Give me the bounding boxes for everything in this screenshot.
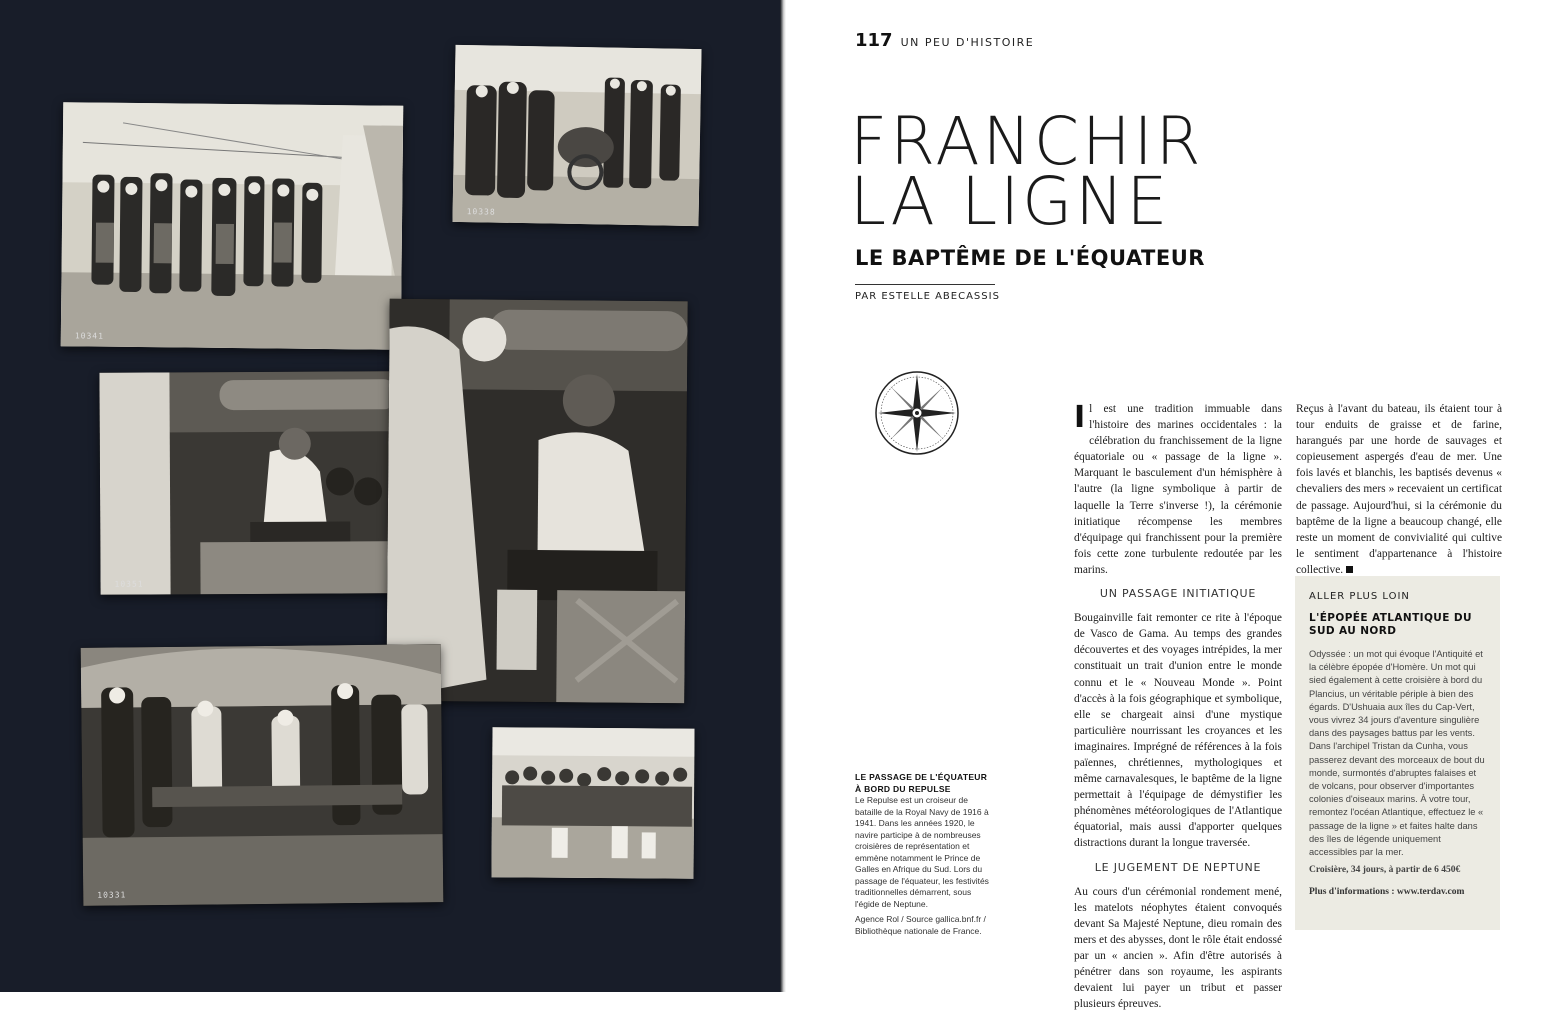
aller-plus-loin-box [1295, 576, 1500, 930]
box-kicker: ALLER PLUS LOIN [1309, 591, 1410, 602]
byline: PAR ESTELLE ABECASSIS [855, 291, 1000, 302]
negative-number: 10351 [114, 579, 144, 589]
photo-group-portrait [491, 727, 694, 878]
compass-rose-icon [874, 370, 960, 456]
paragraph-bougainville: Bougainville fait remonter ce rite à l'époque de Vasco de Gama. Au temps des grandes découvertes et des voyages intrépides, la mer constituait un trait d'union entre le monde connu et le « Nouveau Monde ». Point d'accès à la fois géographique et symbolique, elle se chargeait ainsi d'une mystique particulière nourrissant les croyances et les imaginaires. Imprégné de références à la fois païennes, chrétiennes, mythologiques et même carnavalesques, le baptême de la ligne permettait à l'équipage de démystifier les phénomènes météorologiques de l'Atlantique équatorial, mais aussi d'apporter quelques distractions durant la longue traversée. [1074, 612, 1282, 850]
left-page-photo-collage [0, 0, 780, 992]
subhead-passage-initiatique: UN PASSAGE INITIATIQUE [1099, 587, 1257, 601]
end-mark-icon [1346, 566, 1353, 573]
negative-number: 10338 [466, 207, 496, 217]
page-gutter [780, 0, 786, 992]
running-header [855, 30, 1034, 51]
intro-paragraph [1074, 401, 1282, 578]
caption-credit: Agence Rol / Source gallica.bnf.fr / Bibliothèque nationale de France. [855, 914, 986, 936]
intro-text: l est une tradition immuable dans l'histoire des marines occidentales : la célébration du franchissement de la ligne équatoriale ou « passage de la ligne ». Marquant le basculement d'un hémisphère à l'autre (la ligne symbolique à partir de laquelle la Terre s'inverse !), la cérémonie initiatique récompense les membres d'équipage qui franchissent pour la première fois cette zone turbulente redoutée par les marins. [1074, 403, 1282, 576]
article-column-1 [1074, 401, 1282, 1012]
page-number: 117 [855, 30, 893, 51]
box-title: L'ÉPOPÉE ATLANTIQUE DU SUD AU NORD [1309, 612, 1472, 637]
article-title [850, 103, 1204, 240]
negative-number: 10331 [97, 890, 127, 900]
paragraph-ceremonial: Au cours d'un cérémonial rondement mené, les matelots néophytes étaient convoqués devant Sa Majesté Neptune, dieu romain des mers et des abysses, dont le rôle était endossé par un « ancien ». Afin d'être autorisés à pénétrer dans son royaume, les aspirants devaient lui payer un tribut et passer plusieurs épreuves. [1074, 885, 1282, 1011]
subhead-jugement-neptune: LE JUGEMENT DE NEPTUNE [1094, 860, 1262, 874]
title-line-1: FRANCHIR [850, 103, 1204, 180]
drop-cap: I [1074, 400, 1086, 435]
photo-shaving-on-deck [99, 371, 398, 595]
section-name: UN PEU D'HISTOIRE [900, 36, 1035, 49]
byline-rule [855, 284, 995, 285]
caption-title: LE PASSAGE DE L'ÉQUATEUR À BORD DU REPULSE [855, 772, 988, 794]
conclusion-text: Reçus à l'avant du bateau, ils étaient tour à tour enduits de graisse et de farine, harangués par une horde de sauvages et copieusement aspergés d'eau de mer. Une fois lavés et blanchis, les baptisés devenus « chevaliers des mers » recevaient un certificat de passage. Aujourd'hui, si la cérémonie du baptême de la ligne a beaucoup changé, elle reste un moment de convivialité qui cultive le sentiment d'appartenance à l'histoire collective. [1296, 403, 1502, 576]
box-more-info-link[interactable]: Plus d'informations : www.terdav.com [1309, 887, 1465, 898]
box-price: Croisière, 34 jours, à partir de 6 450€ [1309, 865, 1461, 876]
title-line-2: LA LIGNE [850, 163, 1171, 240]
caption-body: Le Repulse est un croiseur de bataille de la Royal Navy de 1916 à 1941. Dans les années 1920, le navire participe à de nombreuses croisières de représentation et emmène notamment le Prince de Galles en Afrique du Sud. Lors du passage de l'équateur, les festivités traditionnelles démarrent, sous l'égide de Neptune. [855, 795, 989, 909]
article-subtitle: LE BAPTÊME DE L'ÉQUATEUR [855, 246, 1205, 270]
negative-number: 10341 [74, 331, 104, 341]
article-column-2 [1296, 401, 1502, 578]
photo-pirate-parade [61, 102, 404, 350]
photo-neptune-shaving [386, 299, 687, 704]
photo-crowd-at-table [81, 644, 444, 906]
photo-crew-with-cart [452, 45, 701, 226]
paragraph-conclusion [1296, 401, 1502, 578]
box-body: Odyssée : un mot qui évoque l'Antiquité et la célèbre épopée d'Homère. Un mot qui sied également à cette croisière à bord du Plancius, un véritable périple à bien des égards. D'Ushuaia aux îles du Cap-Vert, vous vivrez 34 jours d'aventure singulière dans des paysages battus par les vents. Dans l'archipel Tristan da Cunha, vous passerez devant des morceaux de bout du monde, surmontés d'abruptes falaises et de volcans, pour observer d'importantes colonies d'oiseaux marins. À votre tour, remontez l'océan Atlantique, effectuez le « passage de la ligne » et faites halte dans des îles de légende uniquement accessibles par la mer. [1309, 649, 1485, 858]
photo-caption [855, 772, 990, 937]
